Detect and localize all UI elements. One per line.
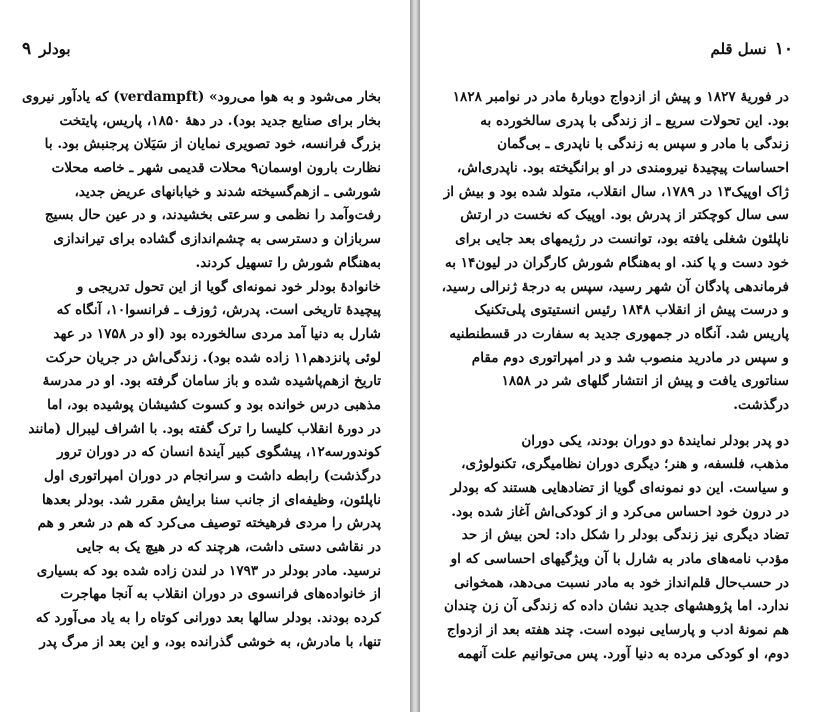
text-line: پیچیدهٔ تاریخی است. پدرش، ژوزف ـ فرانسوا۱۰، آنگاه که (56, 302, 381, 319)
text-line: شارل به دنیا آمد مردی سالخورده بود (او در ۱۷۵۸ در عهد (53, 325, 381, 342)
left-page-header (22, 38, 71, 60)
text-line: سناتوری یافت و پیش از انتشار گلهای شر در ۱۸۵۸ (501, 373, 789, 390)
text-line: نظارت بارون اوسمان۹ محلات قدیمی شهر ـ خاصه محلات (51, 160, 381, 177)
text-line: شورشی ـ ازهم‌گسیخته شدند و خیابانهای عریض جدید، (74, 183, 381, 200)
text-line: به‌هنگام شورش را تسهیل کردند. (195, 254, 381, 271)
text-line: خانوادهٔ بودلر خود نمونه‌ای گویا از این تحول تدریجی و (76, 278, 381, 295)
text-line: رفت‌وآمد را نظمی و سرعتی بخشیدند، و در عین حال بسیج (44, 207, 381, 224)
text-line: در دورهٔ انقلاب کلیسا را ترک گفته بود. با اشراف لیبرال (مانند (28, 420, 381, 437)
text-line: بخار برای صنایع جدید بود). در دههٔ ۱۸۵۰، پاریس، پایتخت (59, 112, 381, 129)
text-line: در درون خود احساس می‌کرد و از کودکی‌اش آغاز شده بود. (451, 503, 789, 520)
text-line: مذهب، فلسفه، و هنر؛ دیگری دوران نظامیگری، تکنولوژی، (461, 456, 789, 473)
text-line: دو پدر بودلر نمایندهٔ دو دوران بودند، یکی دوران (521, 432, 789, 449)
text-line: تنها، با مادرش، به خوشی گذرانده بود، و این بعد از مرگ پدر (39, 633, 381, 650)
text-line: نرسید. مادر بودلر در ۱۷۹۳ در لندن زاده شده بود که بسیاری (36, 562, 381, 579)
text-line: مؤدب نامه‌های مادر به شارل با آن ویژگیهای احساسی که او (450, 551, 789, 568)
text-line: دوم، او کودکی مرده به دنیا آورد. پس می‌توانیم علت آنهمه (457, 645, 789, 662)
text-line: از خانواده‌های فرانسوی در دوران انقلاب به آنجا مهاجرت (60, 586, 381, 603)
text-line: در نقاشی دستی داشت، هرچند که در هیچ یک به جایی (76, 539, 381, 556)
text-line: زندگی با مادر و سپس به زندگی با ناپدری ـ بی‌گمان (497, 136, 789, 153)
text-line: درگذشت) رابطه داشت و سرانجام در دوران امپراتوری اول (44, 468, 381, 484)
text-line: بزرگ فرانسه، خود تصویری نمایان از سَیَلان پرجنبش بود. با (44, 136, 381, 153)
left-running-head: بودلر (39, 40, 71, 58)
right-page-header (710, 38, 793, 60)
left-page-body (22, 86, 381, 655)
text-line: در فوریهٔ ۱۸۲۷ و پیش از ازدواج دوبارهٔ مادر در نوامبر ۱۸۲۸ (452, 89, 789, 105)
left-page (0, 0, 410, 712)
right-running-head: نسل قلم (710, 40, 767, 58)
text-line: احساسات پیچیدهٔ نیرومندی در او برانگیخته بود. ناپدری‌اش، (456, 160, 789, 177)
right-page-body (441, 86, 789, 667)
book-gutter (410, 0, 420, 712)
text-line: سربازان و دسترسی به چشم‌اندازی گشاده برای تیراندازی (53, 231, 381, 248)
text-line: هم نمونهٔ ادب و پارسایی نبوده است. چند هفته بعد از ازدواج (446, 622, 789, 639)
text-line: تضاد دیگری نیز زندگی بودلر را شکل داد: لحن بیش از حد (461, 527, 789, 544)
text-line: سی سال کوچکتر از پدرش بود. اوپیک که نخست در ارتش (460, 207, 789, 224)
text-line: فرماندهی پادگان آن شهر رسید، سپس به درجهٔ ژنرالی رسید، (441, 278, 789, 295)
right-page (420, 0, 833, 712)
text-line: پاریس شد. آنگاه در جمهوری جدید به سفارت در قسطنطنیه (449, 325, 789, 342)
text-line: ناپلئون، وظیفه‌ای از جانب سنا برایش مقرر شد. بودلر بعدها (42, 491, 381, 508)
text-line: و سیاست. این دو نمونه‌ای گویا از تضادهایی هستند که بودلر (450, 480, 789, 496)
left-page-number: ۹ (22, 39, 32, 59)
text-line: در حسب‌حال قلم‌انداز خود به مادر نسبت می‌دهد، همخوانی (454, 574, 789, 591)
text-line: کرده بودند. بودلر سالها بعد دورانی کوتاه را به یاد می‌آورد که (35, 610, 381, 627)
text-line: خود دست و پا کند. او به‌هنگام شورش کارگران در لیون۱۴ به (444, 254, 789, 271)
text-line: ندارد. اما پژوهشهای جدید نشان داده که زندگی آن زن چندان (443, 598, 789, 615)
text-line: تاریخ ازهم‌پاشیده شده و باز سامان گرفته بود. او در مدرسهٔ (42, 373, 381, 390)
text-line: درگذشت. (733, 396, 789, 413)
text-line: مذهبی درس خوانده بود و کسوت کشیشان پوشیده بود، اما (47, 396, 381, 413)
text-line: ناپلئون شغلی یافته بود، توانست در رژیمهای بعد جایی برای (455, 231, 789, 248)
text-line: ژاک اوپیک۱۳ در ۱۷۸۹، سال انقلاب، متولد شده بود و بیش از (443, 183, 789, 200)
text-line: و درست پیش از انقلاب ۱۸۴۸ رئیس انستیتوی پلی‌تکنیک (474, 302, 789, 319)
text-line: و سپس در مادرید منصوب شد و در امپراتوری دوم مقام (471, 349, 789, 366)
text-line: پدرش را مردی فرهیخته توصیف می‌کرد که هم در شعر و هم (37, 515, 381, 532)
text-line: بود. این تحولات سریع ـ از زندگی با پدری سالخورده به (480, 112, 789, 129)
text-line: کوندورسه۱۲، پیشگوی کبیر آیندهٔ انسان که در دوران ترور (57, 444, 381, 461)
text-line: لوئی پانزدهم۱۱ زاده شده بود). زندگی‌اش در جریان حرکت (45, 349, 381, 366)
text-line: بخار می‌شود و به هوا می‌رود» (verdampft) که یادآور نیروی (22, 89, 381, 105)
right-page-number: ۱۰ (774, 39, 793, 59)
paragraph-gap (467, 418, 789, 430)
